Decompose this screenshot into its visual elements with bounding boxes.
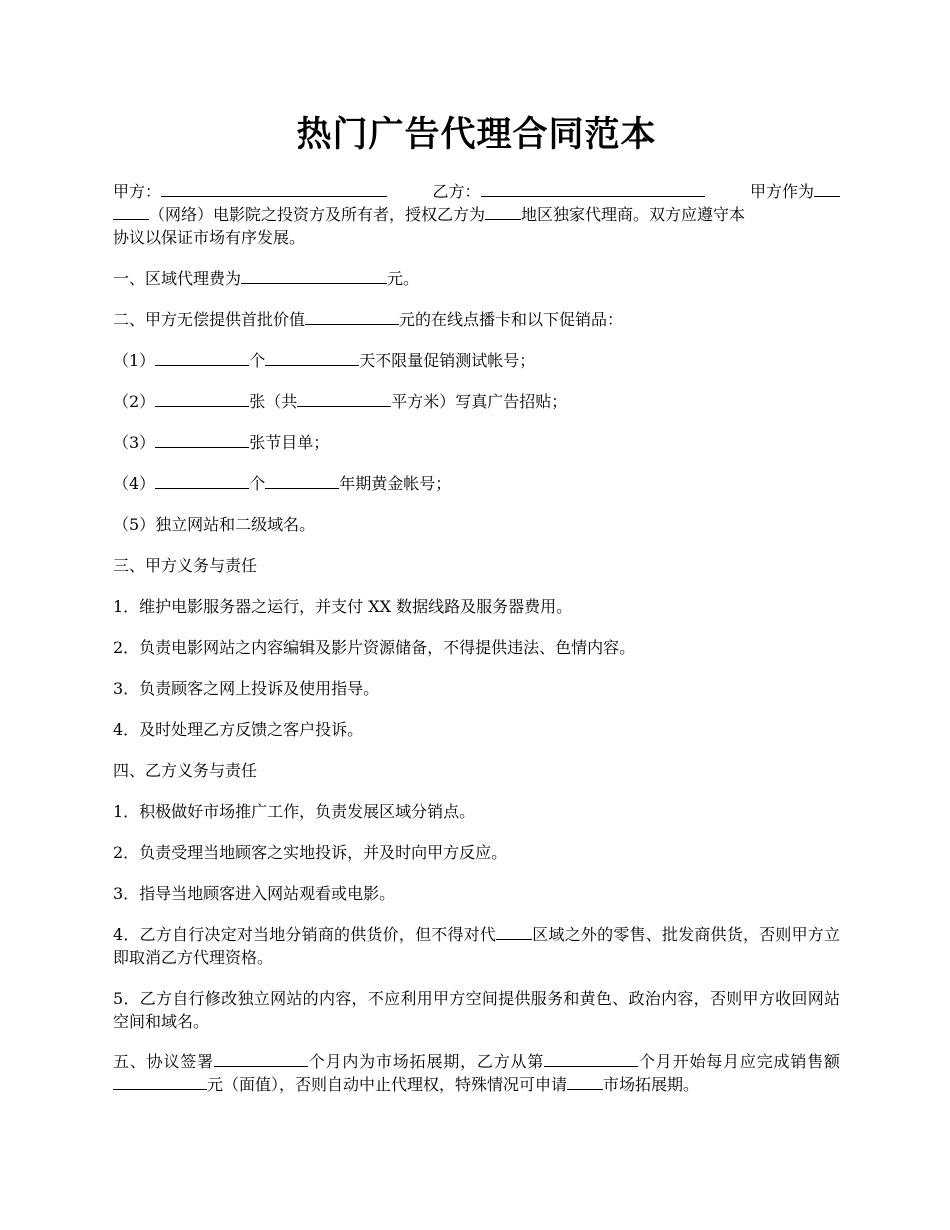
- intro-start: 甲方作为: [749, 182, 814, 201]
- s4-line-3: 3．指导当地顾客进入网站观看或电影。: [113, 884, 396, 903]
- item-5: （5）独立网站和二级域名。: [113, 515, 316, 534]
- intro-blank-b: [113, 204, 149, 220]
- item-4-unit: 个: [249, 474, 266, 493]
- region-blank: [485, 204, 521, 220]
- s5-blank-1: [214, 1051, 308, 1067]
- section-2: [113, 308, 840, 331]
- section-3-heading: 三、甲方义务与责任: [113, 556, 258, 575]
- s2-text: 二、甲方无偿提供首批价值: [113, 310, 306, 329]
- intro-blank-a: [814, 181, 840, 197]
- s4-line-2: 2．负责受理当地顾客之实地投诉，并及时向甲方反应。: [113, 843, 508, 862]
- s5-blank-4: [567, 1074, 603, 1090]
- s5-blank-2: [544, 1051, 638, 1067]
- s3-line-3: 3．负责顾客之网上投诉及使用指导。: [113, 679, 380, 698]
- item-2-blank-b: [297, 391, 391, 407]
- s4-line-4: [113, 923, 840, 969]
- item-4-num: （4）: [113, 474, 156, 493]
- intro-rest: （网络）电影院之投资方及所有者，授权乙方为: [149, 205, 486, 224]
- intro-start-line: [750, 180, 840, 203]
- item-2-blank-a: [155, 391, 249, 407]
- item-3: [113, 431, 840, 454]
- s1-blank: [241, 268, 387, 284]
- s4-line-5: 5．乙方自行修改独立网站的内容，不应利用甲方空间提供服务和黄色、政治内容，否则甲方收回网站空间和域名。: [113, 989, 840, 1031]
- item-1-blank-b: [265, 350, 359, 366]
- item-4-blank-a: [155, 473, 249, 489]
- s1-suffix: 元。: [387, 269, 420, 288]
- item-1: [113, 349, 840, 372]
- section-5: [113, 1050, 840, 1096]
- document-title: 热门广告代理合同范本: [296, 114, 657, 155]
- item-2-text: 平方米）写真广告招贴；: [391, 392, 568, 411]
- s5-c: 个月开始每月应完成销售额: [638, 1052, 840, 1071]
- item-1-blank-a: [155, 350, 249, 366]
- item-2-num: （2）: [113, 392, 156, 411]
- s5-b: 个月内为市场拓展期，乙方从第: [307, 1052, 545, 1071]
- s4-line-1: 1．积极做好市场推广工作，负责发展区域分销点。: [113, 802, 476, 821]
- intro-end-line2: 协议以保证市场有序发展。: [113, 228, 306, 247]
- s4-line-4-a: 4．乙方自行决定对当地分销商的供货价，但不得对代: [113, 925, 497, 944]
- party-b-blank: [481, 181, 705, 197]
- s2-suffix: 元的在线点播卡和以下促销品：: [399, 310, 624, 329]
- section-4-heading: 四、乙方义务与责任: [113, 761, 258, 780]
- item-4-text: 年期黄金帐号；: [339, 474, 452, 493]
- item-3-blank: [155, 432, 249, 448]
- s5-blank-3: [113, 1074, 207, 1090]
- section-1: [113, 267, 840, 290]
- s5-a: 五、协议签署: [113, 1052, 214, 1071]
- item-3-text: 张节目单；: [249, 433, 330, 452]
- party-a-blank: [161, 181, 387, 197]
- s2-blank: [305, 309, 399, 325]
- s4-line-4-b: 区域之外的零售、批发商供货，否则甲方立即取消乙方代理资格。: [113, 925, 840, 967]
- s5-e: 市场拓展期。: [603, 1075, 700, 1094]
- item-1-unit: 个: [249, 351, 266, 370]
- s4-line-4-blank: [496, 924, 532, 940]
- s3-line-1: 1．维护电影服务器之运行，并支付 XX 数据线路及服务器费用。: [113, 597, 573, 616]
- party-a-label: 甲方：: [113, 182, 162, 201]
- item-1-text: 天不限量促销测试帐号；: [359, 351, 536, 370]
- s3-line-4: 4．及时处理乙方反馈之客户投诉。: [113, 720, 364, 739]
- party-b-line: [432, 180, 704, 203]
- s3-line-2: 2．负责电影网站之内容编辑及影片资源储备，不得提供违法、色情内容。: [113, 638, 636, 657]
- item-2: [113, 390, 840, 413]
- s5-d: 元（面值），否则自动中止代理权，特殊情况可申请: [207, 1075, 568, 1094]
- intro-end-visible: 地区独家代理商。双方应遵守本: [521, 205, 746, 224]
- party-b-label: 乙方：: [432, 182, 481, 201]
- item-4: [113, 472, 840, 495]
- item-1-num: （1）: [113, 351, 156, 370]
- item-2-unit: 张（共: [249, 392, 298, 411]
- parties-paragraph: [113, 180, 840, 249]
- s1-text: 一、区域代理费为: [113, 269, 242, 288]
- party-a-line: [113, 180, 387, 203]
- item-3-num: （3）: [113, 433, 156, 452]
- item-4-blank-b: [265, 473, 339, 489]
